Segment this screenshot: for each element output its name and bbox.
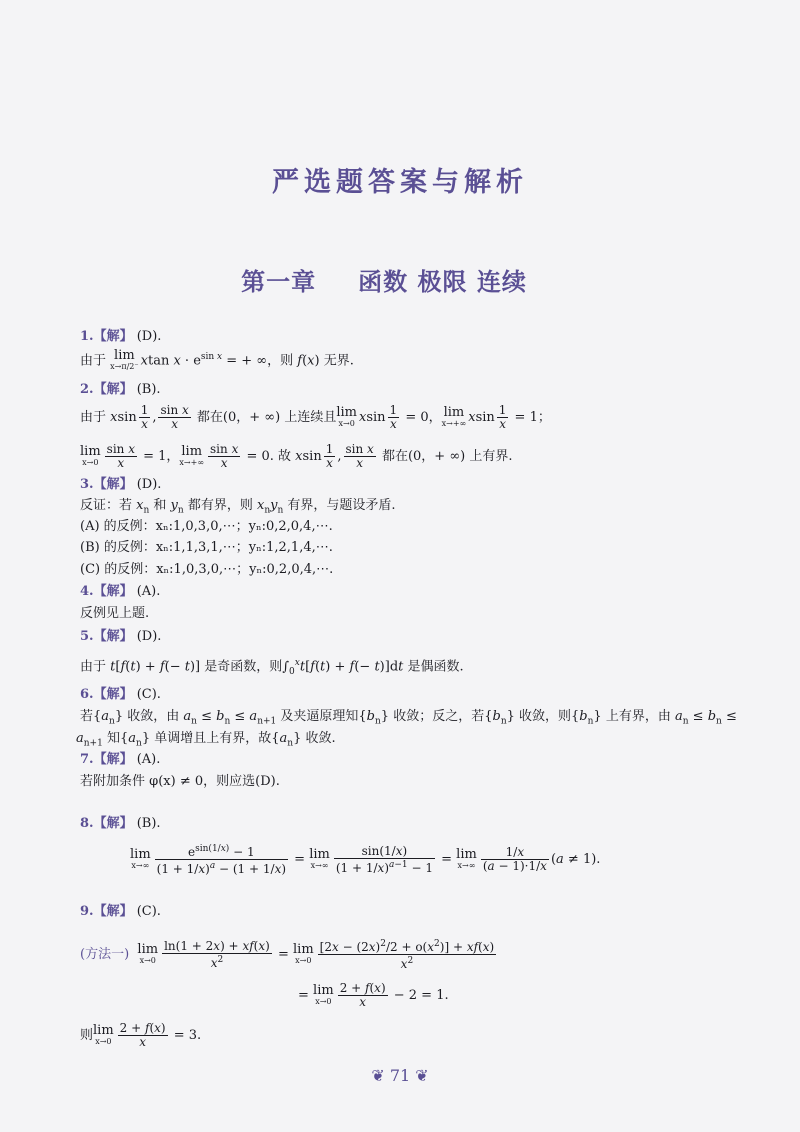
q1-label: 1.【解】 <box>80 329 133 344</box>
q2-label: 2.【解】 <box>80 382 133 397</box>
q7-label: 7.【解】 <box>80 752 133 767</box>
q6-answer: (C). <box>136 687 161 702</box>
q3-counterexample-c: (C) 的反例：xₙ:1,0,3,0,⋯；yₙ:0,2,0,4,⋯. <box>80 562 334 577</box>
q3-heading <box>80 476 161 494</box>
q3-answer: (D). <box>136 477 162 492</box>
q6-solution-line-2: $a_{n+1}$ 知$\{a_n\}$ 单调增且上有界，故$\{a_n\}$ 收敛. <box>76 731 336 749</box>
q4-heading <box>80 583 160 601</box>
chapter-number: 第一章 <box>241 268 317 296</box>
page-number-footer <box>0 1066 800 1085</box>
q8-label: 8.【解】 <box>80 816 133 831</box>
q4-solution: 反例见上题. <box>80 606 150 621</box>
q3-counterexample-a: (A) 的反例：xₙ:1,0,3,0,⋯；yₙ:0,2,0,4,⋯. <box>80 519 333 534</box>
q4-label: 4.【解】 <box>80 584 133 599</box>
q9-method-label: (方法一) <box>80 947 130 962</box>
wreath-left-icon: ❦ <box>371 1066 385 1085</box>
page-title: 严选题答案与解析 <box>272 167 528 198</box>
q8-answer: (B). <box>136 816 161 831</box>
q3-proof: 反证：若 $x_n$ 和 $y_n$ 都有界，则 $x_ny_n$ 有界，与题设矛盾. <box>80 498 396 516</box>
q6-label: 6.【解】 <box>80 687 133 702</box>
q9-method-one-formula: (方法一) lim x→0 $\frac{\ln(1 + 2x) + xf(x)}{x^2}$ = lim x→0 $\frac{[2x - (2x)^2/2 + o(x^2)] + xf(x)}{x^2}$ <box>80 938 495 971</box>
q2-solution-line-1: 由于 xsin $\frac{1}{x}$ , $\frac{\text{sin x}}{x}$ 都在(0，+ ∞) 上连续且lim x→0 xsin $\frac{1}{x}$ = 0， lim x→+∞ xsin $\frac{1}{x}$ = 1； <box>80 403 551 431</box>
q1-answer: (D). <box>136 329 162 344</box>
q9-method-one-result: = lim x→0 $\frac{2 + f(x)}{x}$ − 2 = 1. <box>298 981 449 1009</box>
q8-heading <box>80 815 161 833</box>
q7-answer: (A). <box>136 752 161 767</box>
wreath-right-icon: ❦ <box>415 1066 429 1085</box>
q6-solution-line-1: 若$\{a_n\}$ 收敛，由 $a_n \le b_n \le a_{n+1}$ 及夹逼原理知$\{b_n\}$ 收敛；反之，若$\{b_n\}$ 收敛，则$\{b_n\}$ 上有界，由 $a_n \le b_n$ ≤ <box>80 709 737 727</box>
q1-heading <box>80 328 161 346</box>
q2-solution-line-2: lim x→0 $\frac{\text{sin x}}{x}$ = 1， lim x→+∞ $\frac{\text{sin x}}{x}$ = 0. 故 xsin $\frac{1}{x}$ , $\frac{\text{sin x}}{x}$ 都在(0，+ ∞) 上有界. <box>80 442 513 470</box>
q7-heading <box>80 751 160 769</box>
q2-heading <box>80 381 161 399</box>
q1-solution: 由于 lim x→π/2⁻ xtan $x \cdot e^{sin x}$ = + ∞，则 f(x) 无界. <box>80 348 354 372</box>
q3-label: 3.【解】 <box>80 477 133 492</box>
q7-solution: 若附加条件 φ(x) ≠ 0，则应选(D). <box>80 774 280 789</box>
q6-heading <box>80 686 161 704</box>
q3-counterexample-b: (B) 的反例：xₙ:1,1,3,1,⋯；yₙ:1,2,1,4,⋯. <box>80 540 333 555</box>
q5-solution: 由于 t[f(t) + f(− t)] 是奇函数，则$\int_0^xt[f(t) + f(- t)]dt$ 是偶函数. <box>80 658 464 677</box>
q9-answer: (C). <box>136 904 161 919</box>
q2-answer: (B). <box>136 382 161 397</box>
q9-conclusion: 则lim x→0 $\frac{2 + f(x)}{x}$ = 3. <box>80 1021 202 1049</box>
q5-label: 5.【解】 <box>80 629 133 644</box>
page-number: 71 <box>389 1066 411 1085</box>
q8-formula: lim x→∞ $\frac{e^{sin(1/x)} - 1}{(1 + 1/x)^a - (1 + 1/x)}$ = lim x→∞ $\frac{\sin(1/x)}{(1 + 1/x)^{a-1} - 1}$ = lim x→∞ $\frac{1/x}{(a - 1)\cdot 1/x}$ (a ≠ 1). <box>130 843 601 876</box>
q5-answer: (D). <box>136 629 162 644</box>
q9-heading <box>80 903 161 921</box>
chapter-name: 函数 极限 连续 <box>358 268 527 296</box>
q5-heading <box>80 628 161 646</box>
q4-answer: (A). <box>136 584 161 599</box>
q9-label: 9.【解】 <box>80 904 133 919</box>
chapter-heading <box>0 262 768 297</box>
